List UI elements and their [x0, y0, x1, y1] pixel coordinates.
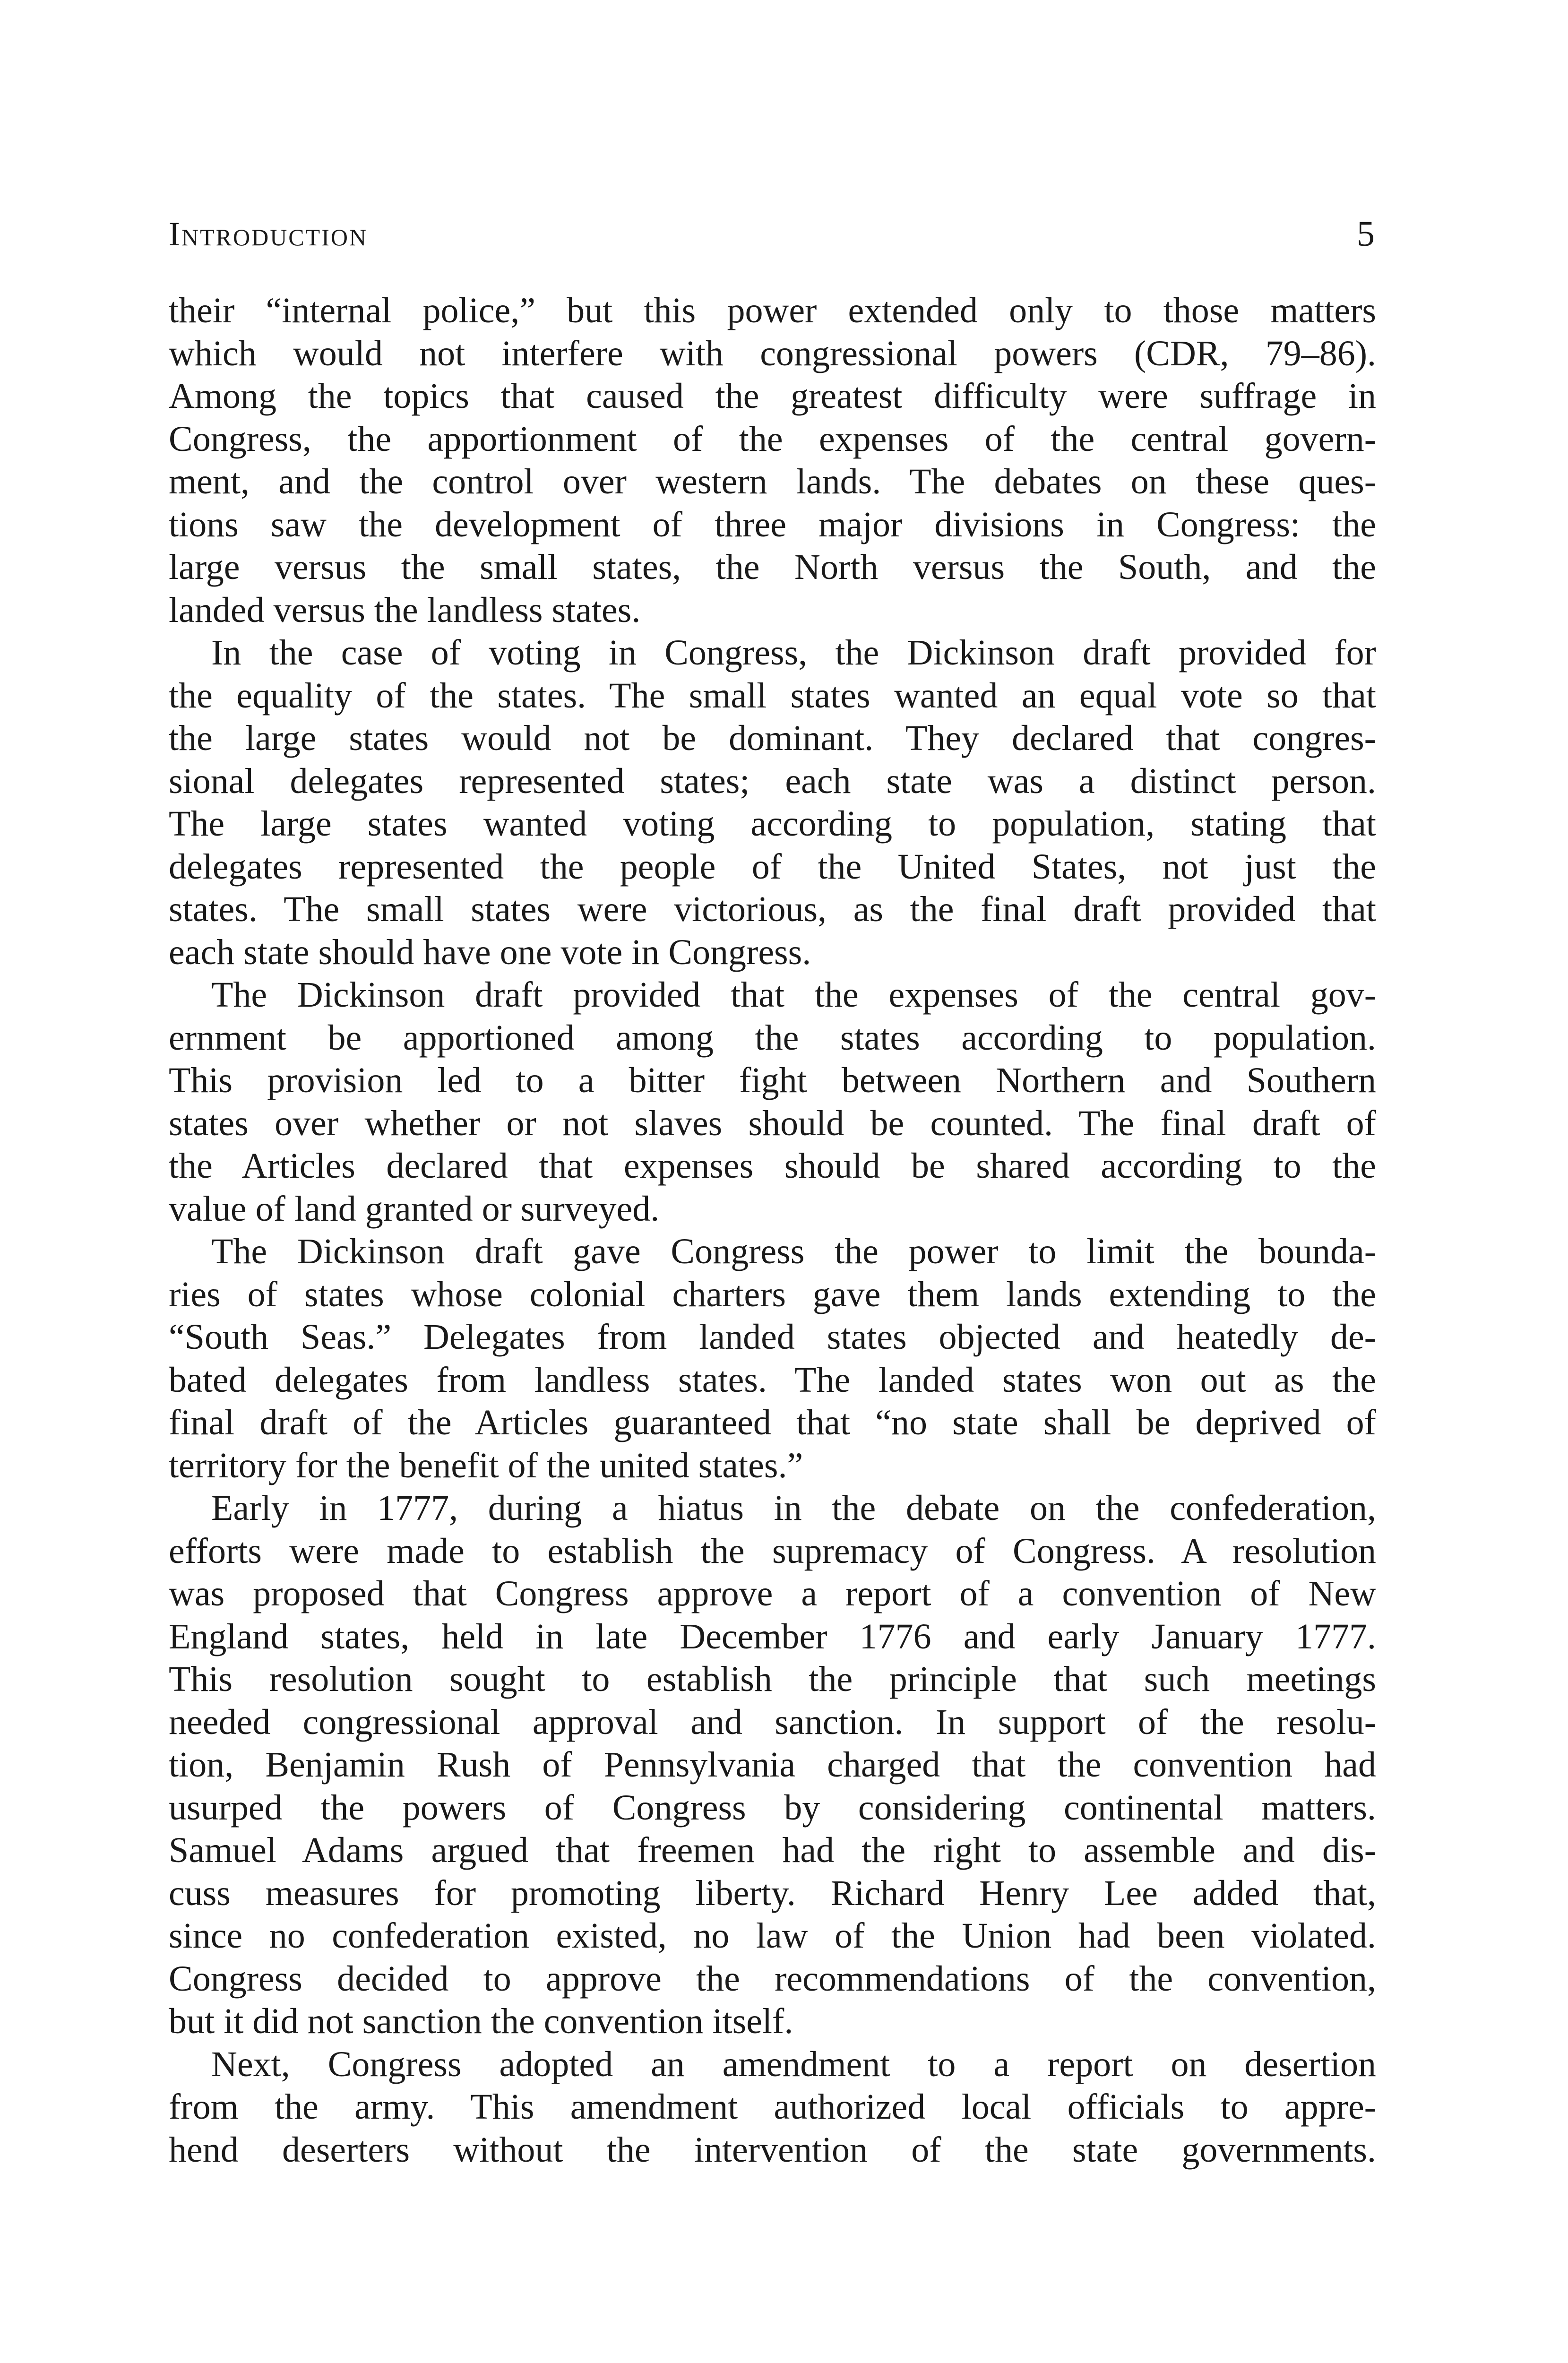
paragraph [169, 1230, 1376, 1487]
text-line: Congress decided to approve the recommendations of the convention, [169, 1958, 1376, 1999]
text-line: Next, Congress adopted an amendment to a report on desertion [211, 2044, 1376, 2084]
text-line: their “internal police,” but this power extended only to those matters [169, 291, 1376, 330]
paragraph [169, 631, 1376, 974]
text-line: sional delegates represented states; each state was a distinct person. [169, 761, 1376, 801]
text-line: Samuel Adams argued that freemen had the right to assemble and dis- [169, 1830, 1376, 1870]
text-line: ries of states whose colonial charters gave them lands extending to the [169, 1274, 1376, 1314]
text-line: the Articles declared that expenses should be shared according to the [169, 1146, 1376, 1186]
text-line: This resolution sought to establish the principle that such meetings [169, 1659, 1376, 1699]
text-line: the large states would not be dominant. They declared that congres- [169, 718, 1376, 758]
text-line: This provision led to a bitter fight between Northern and Southern [169, 1061, 1376, 1100]
text-line: The Dickinson draft provided that the expenses of the central gov- [211, 975, 1376, 1015]
text-line: ment, and the control over western lands. The debates on these ques- [169, 462, 1376, 501]
text-line: delegates represented the people of the United States, not just the [169, 846, 1376, 887]
text-line: cuss measures for promoting liberty. Richard Henry Lee added that, [169, 1873, 1376, 1913]
text-line: from the army. This amendment authorized local officials to appre- [169, 2087, 1376, 2127]
text-line: efforts were made to establish the supremacy of Congress. A resolution [169, 1531, 1376, 1571]
text-line: final draft of the Articles guaranteed that “no state shall be deprived of [169, 1403, 1376, 1442]
text-line: territory for the benefit of the united states.” [169, 1445, 803, 1485]
text-line: “South Seas.” Delegates from landed states objected and heatedly de- [169, 1317, 1376, 1357]
running-head [169, 213, 1376, 255]
text-line: Early in 1777, during a hiatus in the debate on the confederation, [211, 1488, 1376, 1528]
text-line: needed congressional approval and sanction. In support of the resolu- [169, 1702, 1376, 1742]
text-line: Congress, the apportionment of the expenses of the central govern- [169, 419, 1376, 459]
paragraph [169, 974, 1376, 1230]
body-text [169, 289, 1376, 2171]
text-line: value of land granted or surveyed. [169, 1189, 660, 1229]
page-number: 5 [1357, 214, 1376, 254]
text-line: usurped the powers of Congress by considering continental matters. [169, 1787, 1376, 1828]
text-line: hend deserters without the intervention of the state governments. [169, 2130, 1376, 2170]
text-line: each state should have one vote in Congress. [169, 932, 811, 972]
text-line: but it did not sanction the convention itself. [169, 2001, 793, 2041]
book-page [169, 213, 1376, 2171]
paragraph [169, 1487, 1376, 2043]
text-line: was proposed that Congress approve a report of a convention of New [169, 1574, 1376, 1613]
text-line: Among the topics that caused the greatest difficulty were suffrage in [169, 376, 1376, 416]
text-line: states over whether or not slaves should be counted. The final draft of [169, 1103, 1376, 1143]
text-line: the equality of the states. The small states wanted an equal vote so that [169, 675, 1376, 716]
paragraph [169, 2043, 1376, 2172]
text-line: bated delegates from landless states. The landed states won out as the [169, 1360, 1376, 1400]
text-line: landed versus the landless states. [169, 590, 641, 630]
text-line: since no confederation existed, no law of the Union had been violated. [169, 1916, 1376, 1956]
text-line: England states, held in late December 1776 and early January 1777. [169, 1616, 1376, 1656]
text-line: large versus the small states, the North versus the South, and the [169, 547, 1376, 587]
text-line: In the case of voting in Congress, the Dickinson draft provided for [211, 633, 1376, 673]
text-line: states. The small states were victorious, as the final draft provided that [169, 889, 1376, 929]
text-line: tion, Benjamin Rush of Pennsylvania charged that the convention had [169, 1745, 1376, 1785]
text-line: The Dickinson draft gave Congress the power to limit the bounda- [211, 1232, 1376, 1271]
chapter-title: Introduction [169, 215, 368, 253]
text-line: The large states wanted voting according to population, stating that [169, 804, 1376, 844]
text-line: tions saw the development of three major divisions in Congress: the [169, 504, 1376, 544]
text-line: ernment be apportioned among the states according to population. [169, 1018, 1376, 1058]
text-line: which would not interfere with congressional powers (CDR, 79–86). [169, 333, 1376, 373]
paragraph [169, 289, 1376, 631]
